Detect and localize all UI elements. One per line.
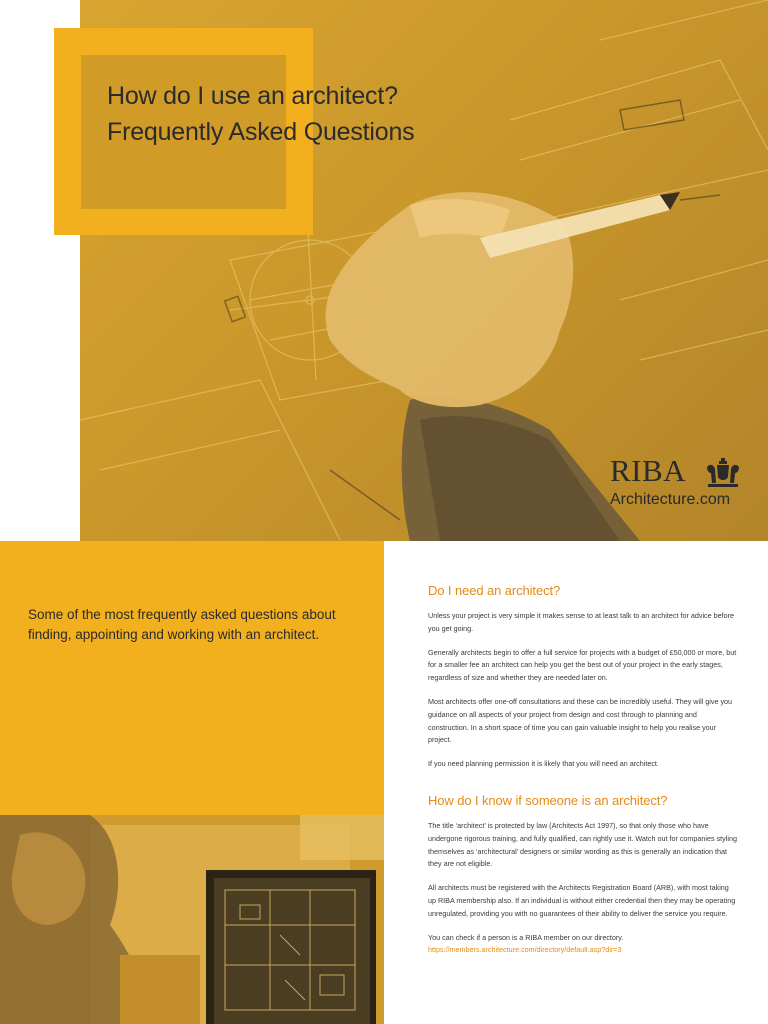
faq-1-paragraph: Most architects offer one-off consultations and these can be incredibly useful. They will give you guidance on all aspects of your project from design and cost through to planning and construction. In a short space of time you can gain valuable insight to help you realise your project. — [428, 696, 733, 745]
page-title-line-2: Frequently Asked Questions — [107, 118, 415, 146]
architect-at-computer-illustration — [0, 815, 384, 1024]
riba-wordmark: RIBA — [610, 453, 687, 488]
riba-logo[interactable] — [610, 453, 760, 513]
intro-panel — [0, 541, 384, 815]
faq-2-paragraph: All architects must be registered with the Architects Registration Board (ARB), with most taking up RIBA membership also. If an individual is without either credential then they may be operating unregulated, providing you with no guarantees of their ability to deliver the service you require. — [428, 883, 736, 918]
riba-crest-icon — [704, 457, 742, 489]
faq-heading-2: How do I know if someone is an architect? — [428, 792, 668, 808]
faq-2-paragraph: You can check if a person is a RIBA member on our directory. — [428, 932, 624, 942]
faq-1-paragraph: If you need planning permission it is likely that you will need an architect. — [428, 759, 659, 769]
faq-heading-1: Do I need an architect? — [428, 583, 561, 598]
page-title — [107, 78, 547, 150]
directory-link[interactable]: https://members.architecture.com/directory/default.asp?dir=3 — [428, 945, 622, 955]
intro-text: Some of the most frequently asked questions about finding, appointing and working with an architect. — [28, 607, 336, 642]
faq-1-paragraph: Generally architects begin to offer a full service for projects with a budget of £50,000 or more, but for a smaller fee an architect can help you get the best out of your project in the early stages, regardless of size and whether they are needed later on. — [428, 647, 737, 683]
office-photo — [0, 815, 384, 1024]
faq-1-paragraph: Unless your project is very simple it makes sense to at least talk to an architect for advice before you get going. — [428, 611, 735, 633]
riba-site-url: Architecture.com — [610, 491, 731, 508]
faq-2-paragraph: The title ‘architect’ is protected by law (Architects Act 1997), so that only those who have undergone rigorous training, and fully qualified, can rightly use it. Watch out for companies styling themselves as ‘architectural’ designers or similar wording as this is generally an indication that they are not eligible. — [428, 820, 737, 869]
page-title-line-1: How do I use an architect? — [107, 82, 398, 110]
faq-content — [428, 583, 738, 957]
